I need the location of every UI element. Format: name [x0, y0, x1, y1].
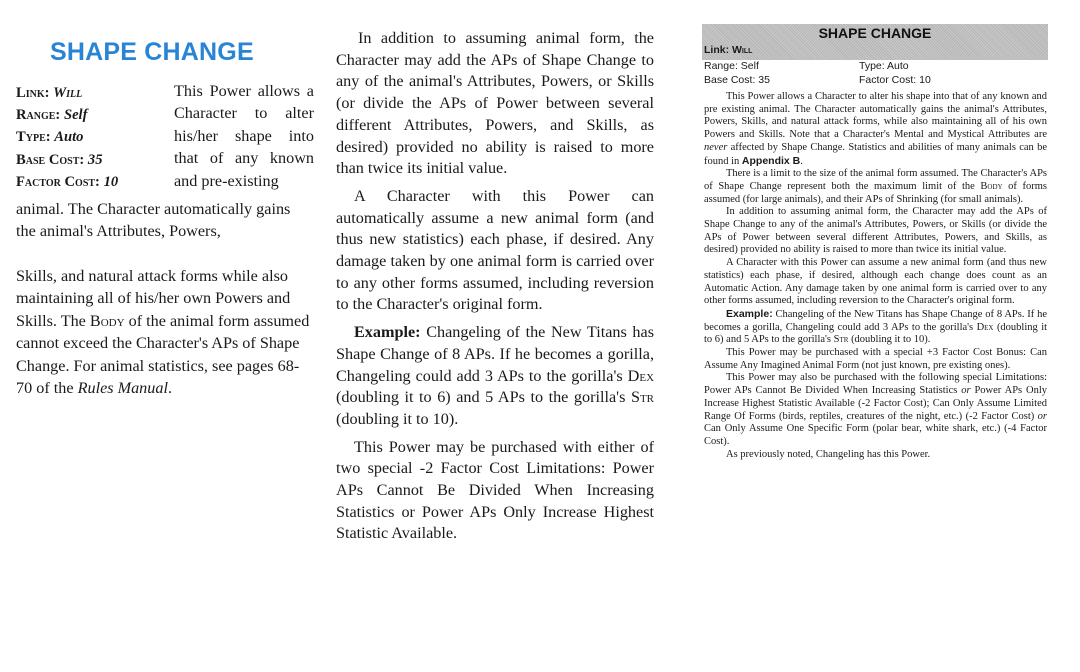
stat-value: Self	[63, 107, 88, 124]
text-run: Can Only Assume One Specific Form (polar bear, white shark, etc.) (-4 Factor Cost).	[704, 423, 1047, 447]
text-run: of the animal form assumed cannot exceed the Character's APs of Shape Change. For animal statistics, see pages 68-70 of the	[16, 311, 310, 398]
stat-label: Link:	[16, 85, 50, 101]
text-run: This Power allows a Character to alter his shape into that of any known and pre existing animal. The Character automatically gains the animal's Attributes, Powers, Skills, and natural attack forms, while also maintaining all of his own Powers and Skills. Note that a Character's Mental and Mystical Attributes are	[704, 91, 1047, 141]
text-run: (doubling it to 6) and 5 APs to the gorilla's	[704, 321, 1048, 346]
text-run: This Power may also be purchased with the following special Limitations: Power APs Cannot Be Divided When Increasing Statistics	[704, 372, 1047, 397]
stat-link	[704, 42, 752, 58]
paragraph: This Power may be purchased with a special +3 Factor Cost Bonus: Can Assume Any Imagined Animal Form (not just known, pre existing ones).	[704, 347, 1047, 371]
power-title: SHAPE CHANGE	[818, 25, 932, 41]
stat-value: Auto	[54, 129, 84, 146]
text-run: or	[961, 385, 971, 397]
stat-label: Link:	[704, 44, 730, 56]
text-run: Appendix B	[741, 154, 801, 167]
scan-continuation	[330, 0, 660, 672]
body-text	[16, 265, 314, 399]
text-run: Body	[980, 180, 1003, 192]
stat-base-cost	[16, 149, 161, 171]
text-run: never	[704, 141, 728, 153]
text-run: Power APs Only Increase Highest Statistic Available (-2 Factor Cost); Can Only Assume Limited Range Of Forms (birds, reptiles, creatures of the night, etc.) (-2 Factor Cost)	[704, 385, 1048, 422]
text-run: (doubling it to 10).	[851, 334, 931, 346]
text-run: Dex	[627, 366, 655, 385]
description	[704, 91, 1047, 461]
text-run: (doubling it to 10).	[336, 409, 459, 428]
stat-value: 10	[103, 173, 119, 190]
paragraph: A Character with this Power can automatically assume a new animal form (and thus new statistics) each phase, if desired. Any damage taken by one animal form is carried over to any other forms assumed, including reversion to the Character's original form.	[336, 186, 654, 314]
stat-block	[704, 60, 1044, 88]
stat-type: Type: Auto	[859, 60, 909, 72]
paragraph-example	[336, 322, 654, 431]
text-run: Rules Manual	[77, 379, 168, 398]
paragraph: A Character with this Power can assume a new animal form (and thus new statistics) each phase, if desired, although each change does count as an Automatic Action. Any damage taken by one animal form is carried over to any other forms assumed, including reversion to the Character's original form.	[704, 257, 1047, 307]
scan-first-edition	[0, 0, 322, 672]
text-run: Skills, and natural attack forms while also maintaining all of his/her own Powers and Skills. The	[16, 267, 291, 330]
stat-range	[16, 104, 161, 126]
paragraph: This Power may be purchased with either of two special -2 Factor Cost Limitations: Power APs Cannot Be Divided When Increasing Statistics or Power APs Only Increase Highest Statistic Available.	[336, 437, 654, 543]
stat-block	[16, 82, 161, 193]
example-label: Example:	[726, 307, 773, 320]
text-run: Changeling of the New Titans has Shape Change of 8 APs. If he becomes a gorilla, Changeling could add 3 APs to the gorilla's	[704, 308, 1048, 333]
stat-value: Will	[732, 44, 753, 56]
paragraph	[704, 168, 1047, 206]
text-run: Body	[89, 311, 125, 330]
stat-factor-cost	[16, 171, 161, 193]
stat-range: Range: Self	[704, 60, 759, 72]
intro-text: This Power allows a Character to alter his/her shape into that of any known and pre-existing	[174, 82, 314, 190]
paragraph-example	[704, 308, 1047, 347]
title-bar	[702, 24, 1048, 60]
text-run: or	[1037, 410, 1048, 422]
text-run: Str	[833, 334, 849, 346]
stat-type	[16, 126, 161, 148]
text-run: of forms assumed (for large animals), and their APs of Shrinking (for small animals).	[704, 180, 1047, 205]
text-run: .	[800, 155, 803, 167]
stat-label: Range:	[16, 107, 61, 124]
scan-later-edition	[702, 0, 1048, 650]
stat-link	[16, 82, 161, 104]
text-run: Changeling of the New Titans has Shape Change of 8 APs. If he becomes a gorilla, Changeling could add 3 APs to the gorilla's	[336, 323, 654, 385]
paragraph: In addition to assuming animal form, the Character may add the APs of Shape Change to any of the animal's Attributes, Powers, or Skills (or divide the APs of Power between several different Attributes, Powers, and Skills, as desired) provided no ability is raised to more than twice its initial value.	[336, 29, 654, 178]
paragraph: As previously noted, Changeling has this Power.	[726, 448, 931, 460]
text-run: affected by Shape Change. Statistics and abilities of many animals can be found in	[704, 141, 1048, 167]
stat-base-cost: Base Cost: 35	[704, 74, 770, 86]
text-run: Str	[630, 388, 655, 407]
stat-value: Will	[53, 85, 83, 101]
text-run: (doubling it to 6) and 5 APs to the gorilla's	[336, 388, 626, 407]
stat-label: Base Cost:	[16, 151, 85, 168]
stat-row	[704, 74, 1044, 88]
stat-label: Factor Cost:	[16, 173, 100, 190]
stat-row	[704, 60, 1044, 74]
stat-value: 35	[87, 151, 103, 168]
body-text: animal. The Character automatically gains the animal's Attributes, Powers,	[16, 200, 291, 241]
paragraph	[704, 91, 1047, 168]
stat-factor-cost: Factor Cost: 10	[859, 74, 931, 86]
paragraph	[704, 372, 1047, 448]
paragraph: In addition to assuming animal form, the Character may add the APs of Shape Change to any of the animal's Attributes, Powers, or Skills (or divide the APs of Power between several different Attributes, Powers, and Skills, as desired) provided no ability is raised to more than twice its initial value.	[704, 206, 1047, 256]
power-title: SHAPE CHANGE	[50, 38, 254, 66]
text-run: There is a limit to the size of the animal form assumed. The Character's APs of Shape Change represent both the maximum limit of the	[704, 168, 1047, 192]
text-run: .	[167, 379, 173, 398]
text-column	[336, 28, 654, 545]
stat-label: Type:	[16, 129, 51, 146]
text-run: Dex	[976, 321, 994, 333]
example-label: Example:	[354, 323, 421, 342]
